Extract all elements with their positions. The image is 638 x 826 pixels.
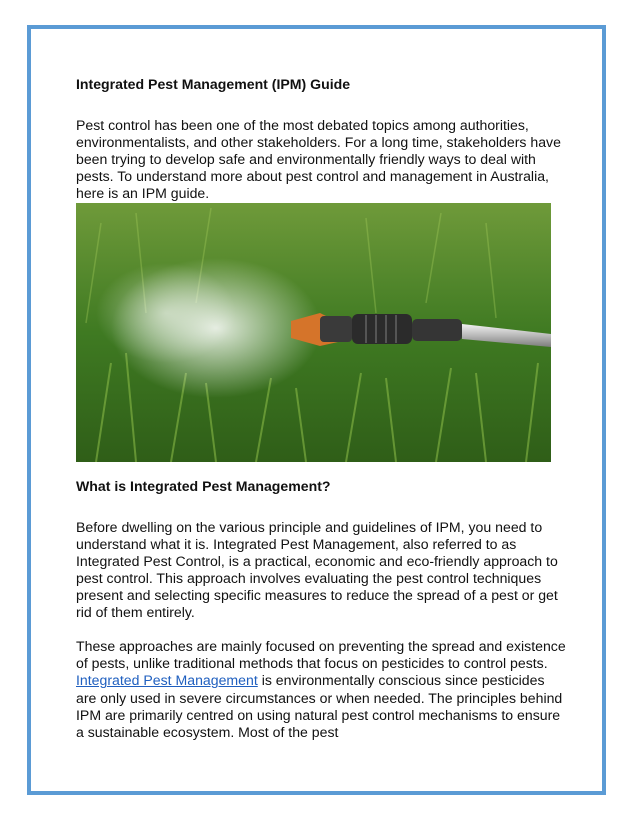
section-heading: What is Integrated Pest Management? [76, 477, 331, 494]
intro-paragraph: Pest control has been one of the most debated topics among authorities, environmentalists, and other stakeholders. For a long time, stakeholders have been trying to develop safe and environmentally friendly ways to deal with pests. To understand more about pest control and management in Australia, here is an IPM guide. [76, 117, 561, 202]
document-title: Integrated Pest Management (IPM) Guide [76, 76, 351, 92]
approach-paragraph [76, 638, 566, 741]
approach-text-before: These approaches are mainly focused on preventing the spread and existence of pests, unlike traditional methods that focus on pesticides to control pests. [76, 638, 566, 672]
document-body [76, 62, 566, 741]
pest-spray-photo [76, 203, 551, 462]
approach-text-after: is environmentally conscious since pesticides are only used in severe circumstances or when needed. The principles behind IPM are primarily centred on using natural pest control mechanisms to ensure a sustainable ecosystem. Most of the pest [76, 672, 563, 740]
ipm-link[interactable]: Integrated Pest Management [76, 672, 258, 689]
definition-paragraph: Before dwelling on the various principle and guidelines of IPM, you need to understand what it is. Integrated Pest Management, also referred to as Integrated Pest Control, is a practical, economic and eco-friendly approach to pest control. This approach involves evaluating the pest control techniques present and selecting specific measures to reduce the spread of a pest or get rid of them entirely. [76, 518, 558, 621]
